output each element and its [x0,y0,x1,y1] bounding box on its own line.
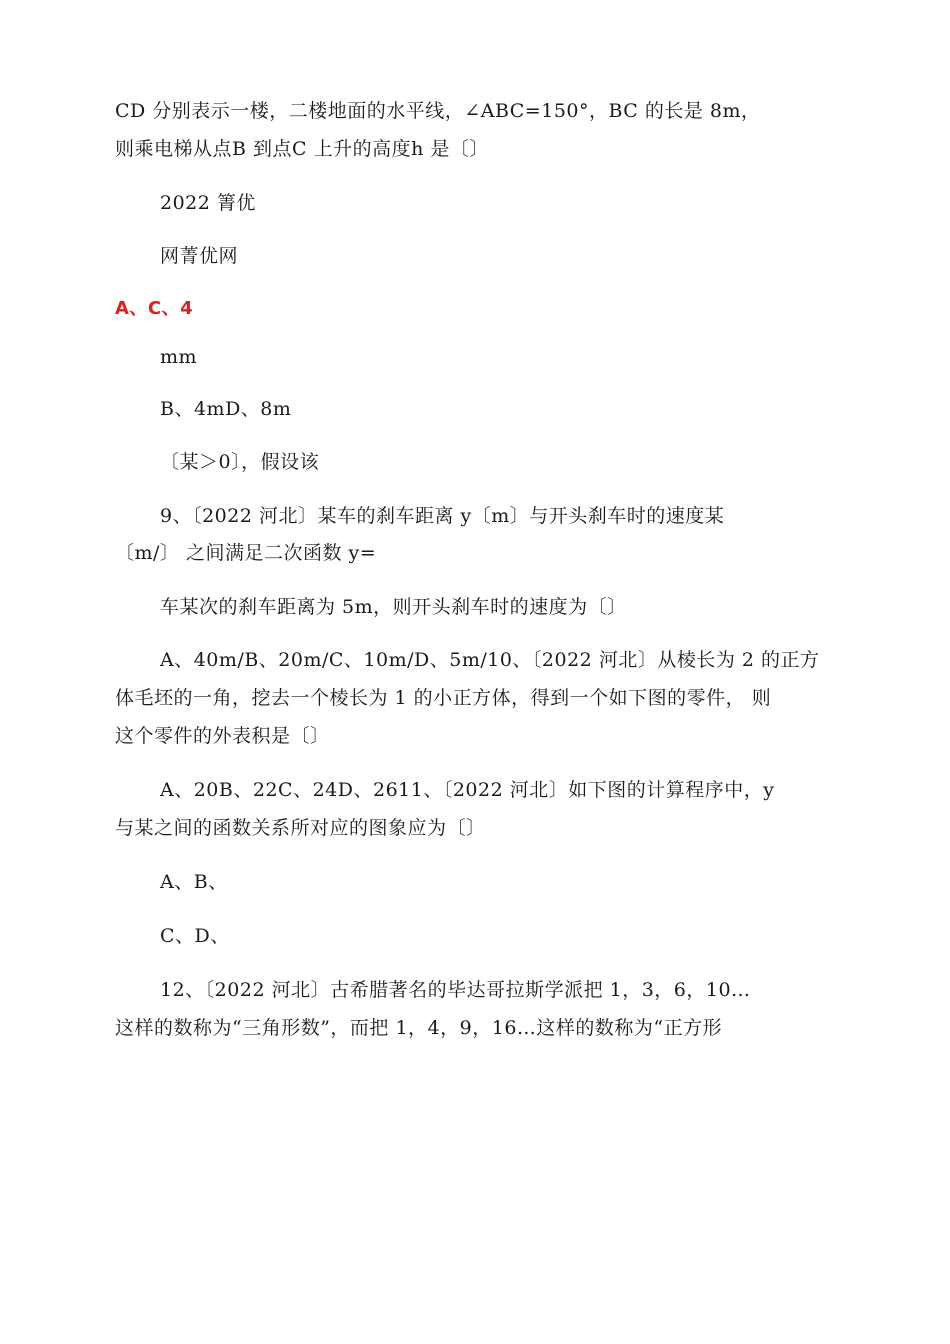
question-11-options-ab: A、B、 [160,871,228,893]
question-9-line-1: 9、〔2022 河北〕某车的刹车距离 y〔m〕与开头刹车时的速度某 [160,505,725,527]
question-10-line-1: A、40m/B、20m/C、10m/D、5m/10、〔2022 河北〕从棱长为 2 的正方 [160,649,820,671]
text-line-4: 网菁优网 [160,245,239,267]
question-9-line-2: 〔m/〕 之间满足二次函数 y= [115,542,377,564]
question-10-line-2: 体毛坯的一角，挖去一个棱长为 1 的小正方体，得到一个如下图的零件， 则 [115,687,772,709]
question-11-line-2: 与某之间的函数关系所对应的图象应为〔〕 [115,817,486,839]
question-10-line-3: 这个零件的外表积是〔〕 [115,725,330,747]
text-line-3: 2022 箐优 [160,192,256,214]
text-line-8: 〔某＞0〕，假设该 [160,451,320,473]
text-line-1: CD 分别表示一楼，二楼地面的水平线，∠ABC=150°，BC 的长是 8m， [115,100,761,122]
question-12-line-1: 12、〔2022 河北〕古希腊著名的毕达哥拉斯学派把 1，3，6，10… [160,979,751,1001]
question-11-line-1: A、20B、22C、24D、2611、〔2022 河北〕如下图的计算程序中，y [160,779,775,801]
answer-option-highlight: A、C、4 [115,298,194,319]
question-12-line-2: 这样的数称为“三角形数”，而把 1，4，9，16…这样的数称为“正方形 [115,1017,723,1039]
text-line-6: mm [160,346,198,368]
text-line-7: B、4mD、8m [160,398,292,420]
text-line-2: 则乘电梯从点B 到点C 上升的高度h 是〔〕 [115,138,489,160]
question-9-line-3: 车某次的刹车距离为 5m，则开头刹车时的速度为〔〕 [160,596,627,618]
question-11-options-cd: C、D、 [160,925,230,947]
